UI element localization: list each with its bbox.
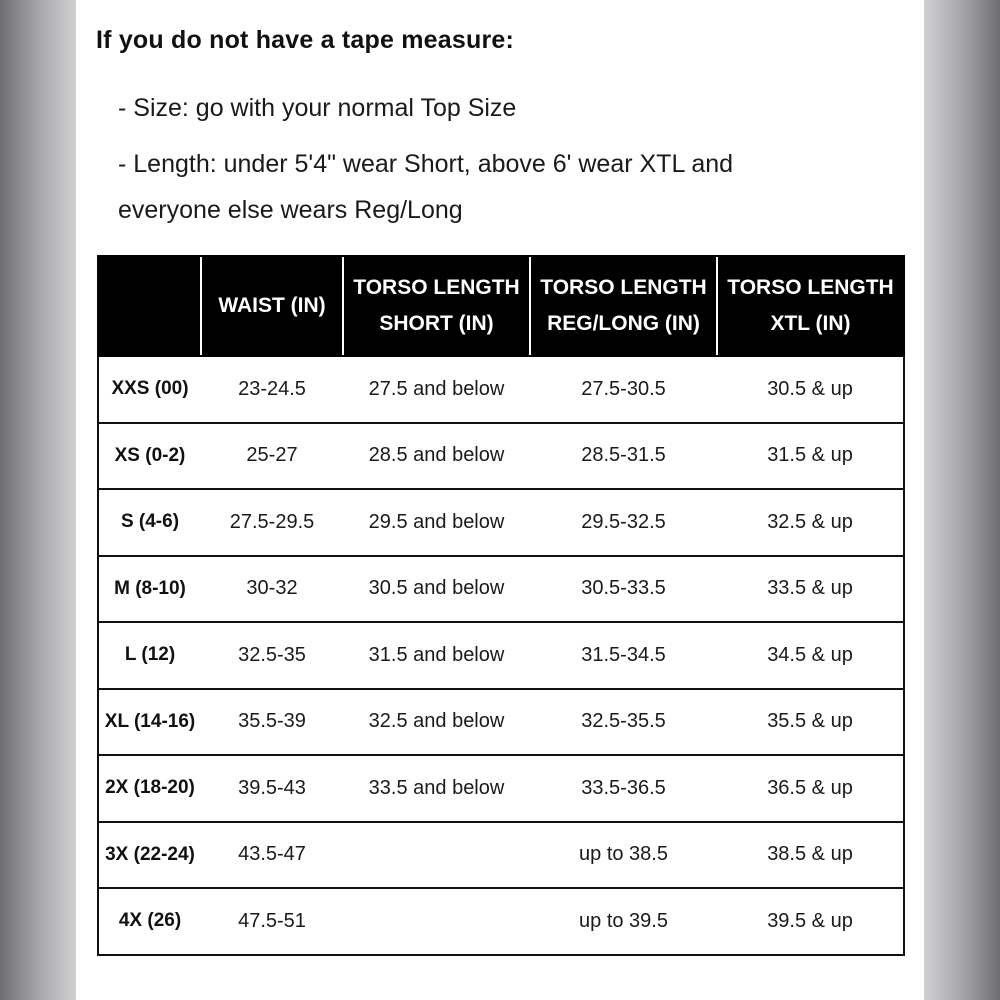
torso-reg-long-cell: 27.5-30.5	[530, 356, 717, 423]
waist-cell: 39.5-43	[201, 755, 343, 822]
header-torso-xtl-line1: TORSO LENGTH	[727, 276, 894, 299]
header-torso-reg-long-line1: TORSO LENGTH	[540, 276, 707, 299]
size-cell: L (12)	[98, 622, 201, 689]
torso-reg-long-cell: 31.5-34.5	[530, 622, 717, 689]
header-torso-short-line1: TORSO LENGTH	[353, 276, 520, 299]
header-torso-reg-long	[530, 256, 717, 356]
waist-cell: 23-24.5	[201, 356, 343, 423]
torso-xtl-cell: 32.5 & up	[717, 489, 904, 556]
size-chart-table	[97, 255, 905, 956]
table-row	[98, 888, 904, 955]
size-cell: 2X (18-20)	[98, 755, 201, 822]
torso-xtl-cell: 39.5 & up	[717, 888, 904, 955]
torso-reg-long-cell: up to 39.5	[530, 888, 717, 955]
size-cell: 4X (26)	[98, 888, 201, 955]
torso-short-cell: 33.5 and below	[343, 755, 530, 822]
torso-short-cell	[343, 888, 530, 955]
torso-short-cell: 28.5 and below	[343, 423, 530, 490]
header-size-column	[98, 256, 201, 356]
size-cell: XL (14-16)	[98, 689, 201, 756]
length-instruction-continued: everyone else wears Reg/Long	[118, 196, 463, 224]
header-torso-xtl-line2: XTL (IN)	[770, 312, 851, 335]
torso-xtl-cell: 30.5 & up	[717, 356, 904, 423]
torso-short-cell: 29.5 and below	[343, 489, 530, 556]
waist-cell: 25-27	[201, 423, 343, 490]
torso-reg-long-cell: up to 38.5	[530, 822, 717, 889]
torso-xtl-cell: 38.5 & up	[717, 822, 904, 889]
size-instruction: - Size: go with your normal Top Size	[118, 94, 517, 122]
table-row	[98, 755, 904, 822]
header-waist-label: WAIST (IN)	[218, 294, 326, 317]
waist-cell: 35.5-39	[201, 689, 343, 756]
torso-xtl-cell: 33.5 & up	[717, 556, 904, 623]
table-row	[98, 622, 904, 689]
header-torso-short-line2: SHORT (IN)	[379, 312, 494, 335]
size-guide-sheet	[76, 0, 924, 1000]
torso-reg-long-cell: 30.5-33.5	[530, 556, 717, 623]
torso-short-cell: 32.5 and below	[343, 689, 530, 756]
size-cell: M (8-10)	[98, 556, 201, 623]
torso-reg-long-cell: 33.5-36.5	[530, 755, 717, 822]
torso-short-cell: 31.5 and below	[343, 622, 530, 689]
no-tape-heading: If you do not have a tape measure:	[96, 26, 515, 54]
torso-reg-long-cell: 28.5-31.5	[530, 423, 717, 490]
header-torso-xtl	[717, 256, 904, 356]
torso-xtl-cell: 31.5 & up	[717, 423, 904, 490]
table-row	[98, 423, 904, 490]
table-row	[98, 689, 904, 756]
header-torso-reg-long-line2: REG/LONG (IN)	[547, 312, 700, 335]
waist-cell: 43.5-47	[201, 822, 343, 889]
waist-cell: 47.5-51	[201, 888, 343, 955]
length-instruction: - Length: under 5'4" wear Short, above 6' wear XTL and	[118, 150, 734, 178]
torso-short-cell: 30.5 and below	[343, 556, 530, 623]
size-cell: S (4-6)	[98, 489, 201, 556]
torso-reg-long-cell: 32.5-35.5	[530, 689, 717, 756]
torso-xtl-cell: 34.5 & up	[717, 622, 904, 689]
table-row	[98, 489, 904, 556]
torso-xtl-cell: 36.5 & up	[717, 755, 904, 822]
size-cell: 3X (22-24)	[98, 822, 201, 889]
table-row	[98, 822, 904, 889]
torso-short-cell: 27.5 and below	[343, 356, 530, 423]
waist-cell: 32.5-35	[201, 622, 343, 689]
table-row	[98, 556, 904, 623]
torso-reg-long-cell: 29.5-32.5	[530, 489, 717, 556]
torso-xtl-cell: 35.5 & up	[717, 689, 904, 756]
waist-cell: 27.5-29.5	[201, 489, 343, 556]
table-row	[98, 356, 904, 423]
torso-short-cell	[343, 822, 530, 889]
size-cell: XXS (00)	[98, 356, 201, 423]
table-header-row	[98, 256, 904, 356]
header-torso-short	[343, 256, 530, 356]
waist-cell: 30-32	[201, 556, 343, 623]
size-cell: XS (0-2)	[98, 423, 201, 490]
header-waist	[201, 256, 343, 356]
